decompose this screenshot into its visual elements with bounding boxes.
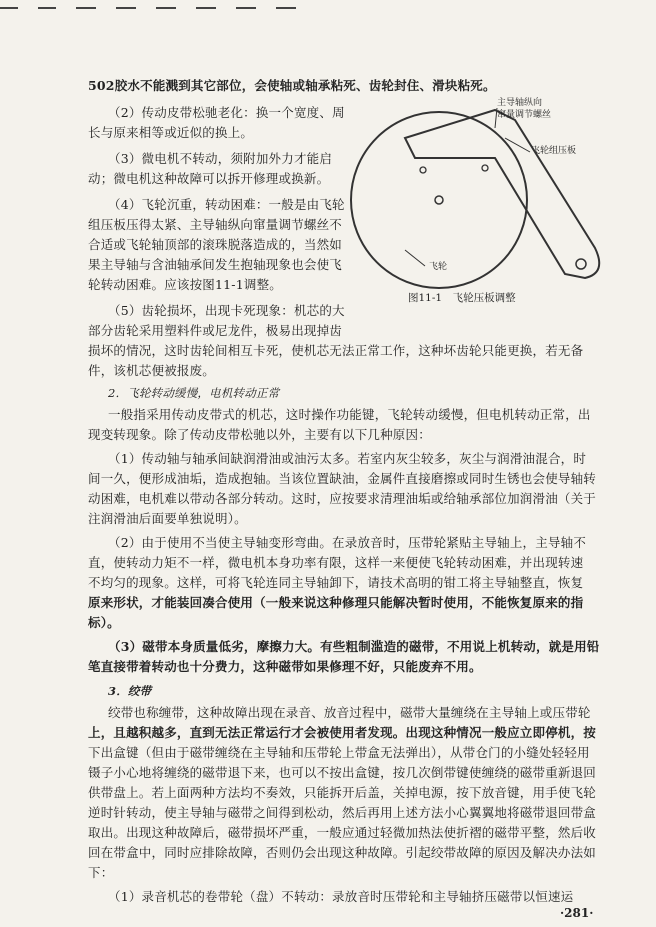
item-micromotor-line1: （3）微电机不转动，须附加外力才能启 <box>108 151 333 166</box>
item-flywheel-heavy-line1: （4）飞轮沉重，转动困难：一般是由飞轮 <box>108 197 345 212</box>
item-bent-capstan-line1: （2）由于使用不当使主导轴变形弯曲。在录放音时，压带轮紧贴主导轴上，主导轴不 <box>108 535 587 550</box>
item-bent-capstan-line3: 不均匀的现象。这样，可将飞轮连同主导轴卸下，请技术高明的钳工将主导轴整直，恢复 <box>88 575 584 590</box>
top-edge-dashes <box>0 0 656 16</box>
paragraph-502-glue: 502胶水不能溅到其它部位，会使轴或轴承粘死、齿轮封住、滑块粘死。 <box>88 78 496 93</box>
item-micromotor-line2: 动；微电机这种故障可以拆开修理或换新。 <box>88 171 330 186</box>
item-bent-capstan-line5: 标）。 <box>88 615 120 630</box>
paragraph-tangle-line8: 回在带盒中，同时应排除故障，否则仍会出现这种故障。引起绞带故障的原因及解决办法如 <box>88 845 597 860</box>
paragraph-tangle-line9: 下： <box>88 865 114 880</box>
item-gear-damage-line4: 件，该机芯便被报废。 <box>88 363 216 378</box>
item-lubrication-line1: （1）传动轴与轴承间缺润滑油或油污太多。若室内灰尘较多，灰尘与润滑油混合，时 <box>108 451 587 466</box>
paragraph-tangle-line6: 逆时针转动，使主导轴与磁带之间得到松动，然后再用上述方法小心翼翼地将磁带退回带盒 <box>88 805 597 820</box>
label-capstan-adjust-screw-line1: 主导轴纵向 <box>497 98 543 108</box>
flywheel-diagram <box>345 98 645 313</box>
heading-slow-flywheel: 2．飞轮转动缓慢，电机转动正常 <box>108 386 280 400</box>
item-belt-aging-line2: 长与原来相等或近似的换上。 <box>88 125 254 140</box>
heading-tape-tangle: 3．绞带 <box>108 684 152 698</box>
figure-flywheel-plate <box>345 98 645 313</box>
item-flywheel-heavy-line2: 组压板压得太紧、主导轴纵向窜量调节螺丝不 <box>88 217 343 232</box>
figure-caption: 图11-1 飞轮压板调整 <box>408 292 516 304</box>
item-flywheel-heavy-line5: 轮转动困难。应该按图11-1调整。 <box>88 277 282 292</box>
paragraph-tangle-line7: 取出。出现这种故障后，磁带损坏严重，一般应通过轻微加热法使折褶的磁带平整，然后收 <box>88 825 597 840</box>
item-belt-aging-line1: （2）传动皮带松驰老化：换一个宽度、周 <box>108 105 345 120</box>
item-gear-damage-line3: 损坏的情况，这时齿轮间相互卡死，使机芯无法正常工作，这种坏齿轮只能更换，若无备 <box>88 343 584 358</box>
item-gear-damage-line2: 部分齿轮采用塑料件或尼龙件，极易出现掉齿 <box>88 323 343 338</box>
item-takeup-reel: （1）录音机芯的卷带轮（盘）不转动：录放音时压带轮和主导轴挤压磁带以恒速运 <box>108 889 574 904</box>
paragraph-slow-line2: 现变转现象。除了传动皮带松驰以外，主要有以下几种原因： <box>88 427 431 442</box>
page-number: ·281· <box>560 906 594 920</box>
label-flywheel: 飞轮 <box>429 262 448 272</box>
item-poor-tape-line1: （3）磁带本身质量低劣，摩擦力大。有些粗制滥造的磁带，不用说上机转动，就是用铅 <box>108 639 600 654</box>
paragraph-tangle-line2: 上，且越积越多，直到无法正常运行才会被使用者发现。出现这种情况一般应立即停机，按 <box>88 725 597 740</box>
paragraph-tangle-line3: 下出盒键（但由于磁带缠绕在主导轴和压带轮上带盒无法弹出），从带仓门的小缝处轻轻用 <box>88 745 590 760</box>
item-bent-capstan-line4: 原来形状，才能装回凑合使用（一般来说这种修理只能解决暂时使用，不能恢复原来的指 <box>88 595 584 610</box>
paragraph-slow-line1: 一般指采用传动皮带式的机芯，这时操作功能键，飞轮转动缓慢，但电机转动正常，出 <box>108 407 591 422</box>
item-poor-tape-line2: 笔直接带着转动也十分费力，这种磁带如果修理不好，只能废弃不用。 <box>88 659 482 674</box>
item-bent-capstan-line2: 直，使转动力矩不一样，微电机本身功率有限，这样一来便使飞轮转动困难，并出现转速 <box>88 555 584 570</box>
item-lubrication-line2: 间一久，便形成油垢，造成抱轴。当该位置缺油，金属件直接磨擦或同时生锈也会使导轴转 <box>88 471 597 486</box>
paragraph-tangle-line1: 绞带也称缠带，这种故障出现在录音、放音过程中，磁带大量缠绕在主导轴上或压带轮 <box>108 705 591 720</box>
item-flywheel-heavy-line4: 果主导轴与含油轴承间发生抱轴现象也会使飞 <box>88 257 343 272</box>
label-capstan-adjust-screw-line2: 窜量调节螺丝 <box>497 110 552 120</box>
item-lubrication-line3: 动困难，电机难以带动各部分转动。这时，应按要求清理油垢或给轴承部位加润滑油（关于 <box>88 491 597 506</box>
label-flywheel-plate: 飞轮组压板 <box>531 146 577 156</box>
item-gear-damage-line1: （5）齿轮损坏，出现卡死现象：机芯的大 <box>108 303 345 318</box>
item-lubrication-line4: 注润滑油后面要单独说明）。 <box>88 511 247 526</box>
paragraph-tangle-line4: 镊子小心地将缠绕的磁带退下来，也可以不按出盒键，按几次倒带键使缠绕的磁带重新退回 <box>88 765 597 780</box>
item-flywheel-heavy-line3: 合适或飞轮轴顶部的滚珠脱落造成的，当然如 <box>88 237 343 252</box>
paragraph-tangle-line5: 供带盘上。若上面两种方法均不奏效，只能拆开后盖，关掉电源，按下放音键，用手使飞轮 <box>88 785 597 800</box>
